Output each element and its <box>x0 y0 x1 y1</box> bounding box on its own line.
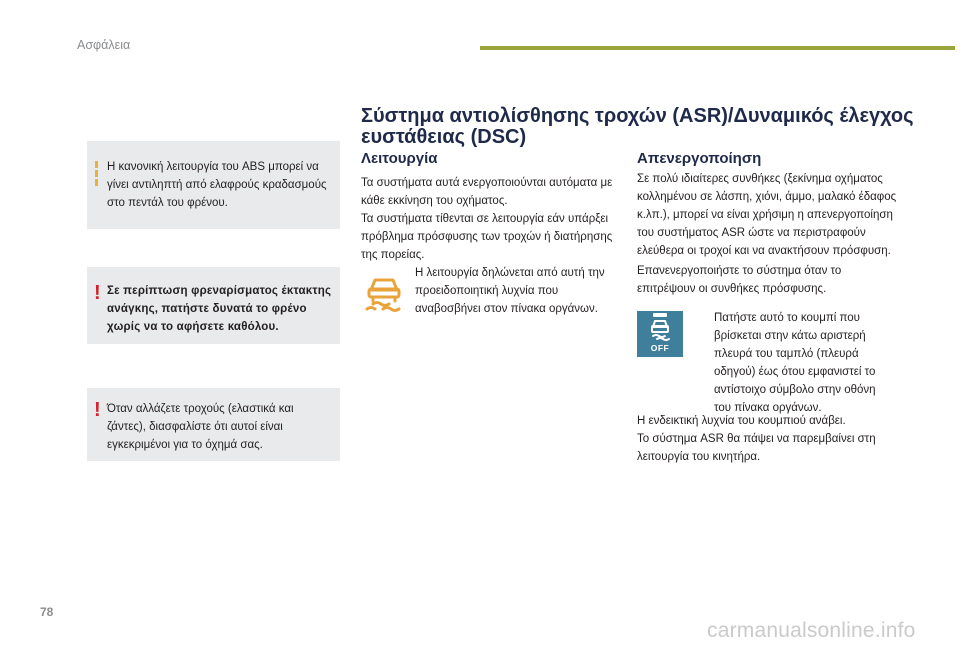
asr-skid-warning-icon <box>361 268 407 314</box>
operation-paragraph-2: Τα συστήματα τίθενται σε λειτουργία εάν υπάρξει πρόβλημα πρόσφυσης των τροχών ή διατήρησης της πορείας. <box>361 213 613 261</box>
page-title: Σύστημα αντιολίσθησης τροχών (ASR)/Δυναμικός έλεγχος ευστάθειας (DSC) <box>361 105 914 148</box>
section-heading-operation: Λειτουργία <box>361 150 438 167</box>
operation-paragraph-1: Τα συστήματα αυτά ενεργοποιούνται αυτόματα με κάθε εκκίνηση του οχήματος. <box>361 177 613 207</box>
watermark: carmanualsonline.info <box>707 619 916 642</box>
info-marker-icon <box>95 161 98 193</box>
warning-lamp-description: Η λειτουργία δηλώνεται από αυτή την προειδοποιητική λυχνία που αναβοσβήνει στον πίνακα οργάνων. <box>415 267 605 315</box>
page-number: 78 <box>40 605 54 619</box>
deactivation-paragraph-3: Η ενδεικτική λυχνία του κουμπιού ανάβει. <box>637 415 846 427</box>
warning-note-text: Όταν αλλάζετε τροχούς (ελαστικά και ζάντες), διασφαλίστε ότι αυτοί είναι εγκεκριμένοι για το όχημά σας. <box>107 403 294 451</box>
deactivation-step-text: Πατήστε αυτό το κουμπί που βρίσκεται στην κάτω αριστερή πλευρά του ταμπλό (πλευρά οδηγού) έως ότου εμφανιστεί το αντίστοιχο σύμβολο στην οθόνη του πίνακα οργάνων. <box>714 312 876 414</box>
section-label: Ασφάλεια <box>77 38 131 52</box>
info-note-text: Η κανονική λειτουργία του ABS μπορεί να γίνει αντιληπτή από ελαφρούς κραδασμούς στο πεντάλ του φρένου. <box>107 161 327 209</box>
asr-off-button-icon <box>637 311 683 357</box>
deactivation-paragraph-2: Επανενεργοποιήστε το σύστημα όταν το επιτρέψουν οι συνθήκες πρόσφυσης. <box>637 265 842 295</box>
deactivation-paragraph-1: Σε πολύ ιδιαίτερες συνθήκες (ξεκίνημα οχήματος κολλημένου σε λάσπη, χιόνι, άμμο, μαλακό έδαφος κ.λπ.), μπορεί να είναι χρήσιμη η απενεργοποίηση του συστήματος ASR ώστε να περιστραφούν ελεύθερα οι τροχοί και να ανακτήσουν πρόσφυση. <box>637 173 897 257</box>
off-label: OFF <box>650 343 670 353</box>
deactivation-paragraph-4: Το σύστημα ASR θα πάψει να παρεμβαίνει στη λειτουργία του κινητήρα. <box>637 433 876 463</box>
header-accent-bar <box>480 46 955 50</box>
warning-note-text: Σε περίπτωση φρεναρίσματος έκτακτης ανάγκης, πατήστε δυνατά το φρένο χωρίς να το αφήσετε καθόλου. <box>107 285 332 333</box>
warning-exclamation-icon: ! <box>94 399 101 421</box>
section-heading-deactivation: Απενεργοποίηση <box>637 150 762 167</box>
warning-exclamation-icon: ! <box>94 282 101 304</box>
